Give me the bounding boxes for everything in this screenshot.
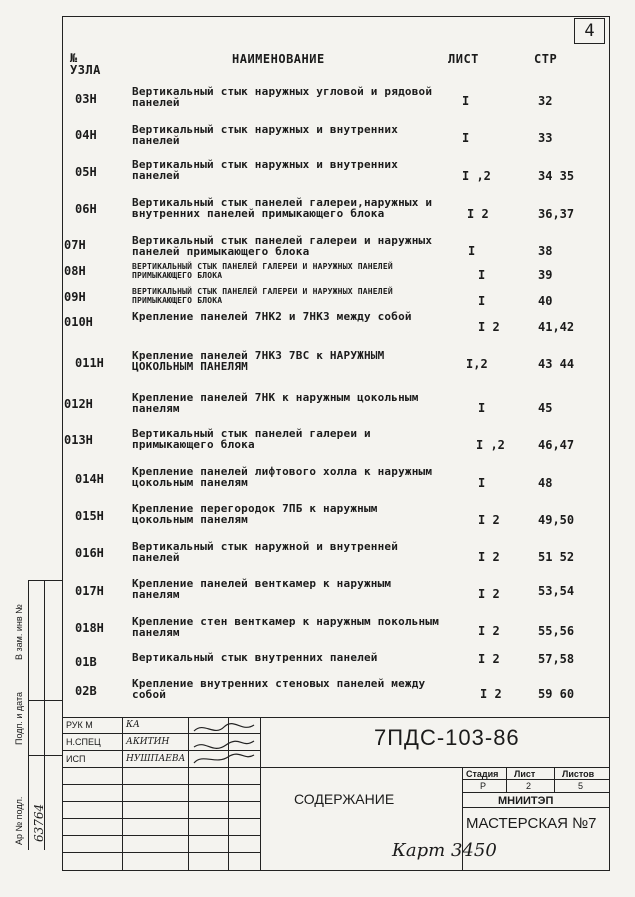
row-name: ВЕРТИКАЛЬНЫЙ СТЫК ПАНЕЛЕЙ ГАЛЕРЕИ И НАРУЖНЫХ ПАНЕЛЕЙ ПРИМЫКАЮЩЕГО БЛОКА (132, 262, 393, 280)
row-code: 02В (75, 684, 97, 698)
name-exec: НУШПАЕВА (126, 754, 186, 764)
row-name: Крепление панелей венткамер к наружным панелям (132, 577, 392, 601)
row-name: Вертикальный стык наружной и внутренней панелей (132, 540, 399, 564)
row-code: 01В (75, 655, 97, 669)
row-page: 32 (538, 94, 553, 108)
row-code: 016Н (75, 546, 104, 560)
row-page: 51 52 (538, 550, 575, 564)
row-code: 013Н (64, 433, 93, 447)
row-name: ВЕРТИКАЛЬНЫЙ СТЫК ПАНЕЛЕЙ ГАЛЕРЕИ И НАРУЖНЫХ ПАНЕЛЕЙ ПРИМЫКАЮЩЕГО БЛОКА (132, 287, 393, 305)
page-number: 4 (574, 18, 605, 44)
row-page: 43 44 (538, 357, 575, 371)
row-page: 53,54 (538, 584, 575, 598)
row-sheet: I (462, 94, 470, 108)
signature-image (190, 719, 258, 767)
row-page: 49,50 (538, 513, 575, 527)
side-label-replace: В зам. инв № (14, 604, 24, 660)
header-page: СТР (534, 52, 558, 66)
row-name: Крепление внутренних стеновых панелей между собой (132, 677, 426, 701)
side-label-signature: Подп. и дата (14, 691, 24, 745)
sheet-value: 2 (526, 781, 532, 791)
row-sheet: I 2 (478, 652, 500, 666)
header-name: НАИМЕНОВАНИЕ (232, 52, 325, 66)
row-code: 014Н (75, 472, 104, 486)
row-sheet: I,2 (466, 357, 488, 371)
workshop: МАСТЕРСКАЯ №7 (466, 815, 597, 832)
row-name: Крепление стен венткамер к наружным покольным панелям (132, 615, 440, 639)
row-page: 34 35 (538, 169, 575, 183)
row-page: 33 (538, 131, 553, 145)
row-page: 55,56 (538, 624, 575, 638)
row-name: Крепление панелей 7НК2 и 7НК3 между собой (132, 310, 412, 323)
row-sheet: I (478, 294, 486, 308)
row-name: Вертикальный стык панелей галереи,наружных и внутренних панелей примыкающего блока (132, 196, 433, 220)
row-page: 36,37 (538, 207, 575, 221)
row-sheet: I (462, 131, 470, 145)
row-name: Крепление панелей 7НК к наружным цокольным панелям (132, 391, 419, 415)
row-page: 40 (538, 294, 553, 308)
header-node-no: № УЗЛА (70, 51, 101, 77)
row-name: Вертикальный стык наружных и внутренних панелей (132, 123, 399, 147)
row-sheet: I 2 (478, 624, 500, 638)
row-sheet: I 2 (478, 513, 500, 527)
sheets-label: Листов (562, 769, 595, 779)
role-exec: ИСП (66, 754, 86, 764)
sheet-title: СОДЕРЖАНИЕ (294, 791, 395, 807)
row-name: Вертикальный стык наружных и внутренних панелей (132, 158, 399, 182)
stage-label: Стадия (466, 769, 499, 779)
row-code: 015Н (75, 509, 104, 523)
row-sheet: I 2 (467, 207, 489, 221)
row-sheet: I 2 (478, 550, 500, 564)
row-name: Крепление панелей лифтового холла к наружным цокольным панелям (132, 465, 433, 489)
row-code: 04Н (75, 128, 97, 142)
row-code: 012Н (64, 397, 93, 411)
row-code: 06Н (75, 202, 97, 216)
document-code: 7ПДС-103-86 (374, 725, 520, 750)
row-code: 018Н (75, 621, 104, 635)
row-sheet: I (468, 244, 476, 258)
row-name: Вертикальный стык панелей галереи и наружных панелей примыкающего блока (132, 234, 433, 258)
side-label-inventory: Ар № подл. (14, 796, 24, 845)
row-page: 57,58 (538, 652, 575, 666)
row-page: 59 60 (538, 687, 575, 701)
row-code: 017Н (75, 584, 104, 598)
header-sheet: ЛИСТ (448, 52, 479, 66)
row-code: 07Н (64, 238, 86, 252)
organization: МНИИТЭП (498, 795, 554, 807)
handwritten-note: Карт 3450 (392, 840, 497, 861)
row-name: Вертикальный стык внутренних панелей (132, 651, 378, 664)
row-name: Крепление панелей 7НК3 7ВС к НАРУЖНЫМ ЦОКОЛЬНЫМ ПАНЕЛЯМ (132, 349, 385, 373)
row-name: Вертикальный стык панелей галереи и примыкающего блока (132, 427, 371, 451)
row-code: 010Н (64, 315, 93, 329)
row-page: 46,47 (538, 438, 575, 452)
stage-value: Р (480, 781, 487, 791)
row-sheet: I (478, 401, 486, 415)
row-page: 45 (538, 401, 553, 415)
row-sheet: I 2 (478, 587, 500, 601)
row-code: 08Н (64, 264, 86, 278)
name-lead: КА (126, 720, 140, 730)
sheet-label: Лист (514, 769, 536, 779)
role-lead: РУК М (66, 720, 93, 730)
row-page: 39 (538, 268, 553, 282)
role-spec: Н.СПЕЦ (66, 737, 101, 747)
row-code: 09Н (64, 290, 86, 304)
title-block (62, 717, 610, 871)
sheets-value: 5 (578, 781, 584, 791)
row-page: 41,42 (538, 320, 575, 334)
row-name: Вертикальный стык наружных угловой и рядовой панелей (132, 85, 433, 109)
row-code: 011Н (75, 356, 104, 370)
row-sheet: I 2 (480, 687, 502, 701)
row-page: 48 (538, 476, 553, 490)
row-code: 03Н (75, 92, 97, 106)
row-sheet: I ,2 (476, 438, 505, 452)
row-name: Крепление перегородок 7ПБ к наружным цокольным панелям (132, 502, 378, 526)
row-sheet: I ,2 (462, 169, 491, 183)
row-sheet: I (478, 268, 486, 282)
inventory-number: 63764 (32, 803, 46, 842)
name-spec: АКИТИН (126, 737, 170, 747)
row-sheet: I 2 (478, 320, 500, 334)
row-page: 38 (538, 244, 553, 258)
row-code: 05Н (75, 165, 97, 179)
row-sheet: I (478, 476, 486, 490)
